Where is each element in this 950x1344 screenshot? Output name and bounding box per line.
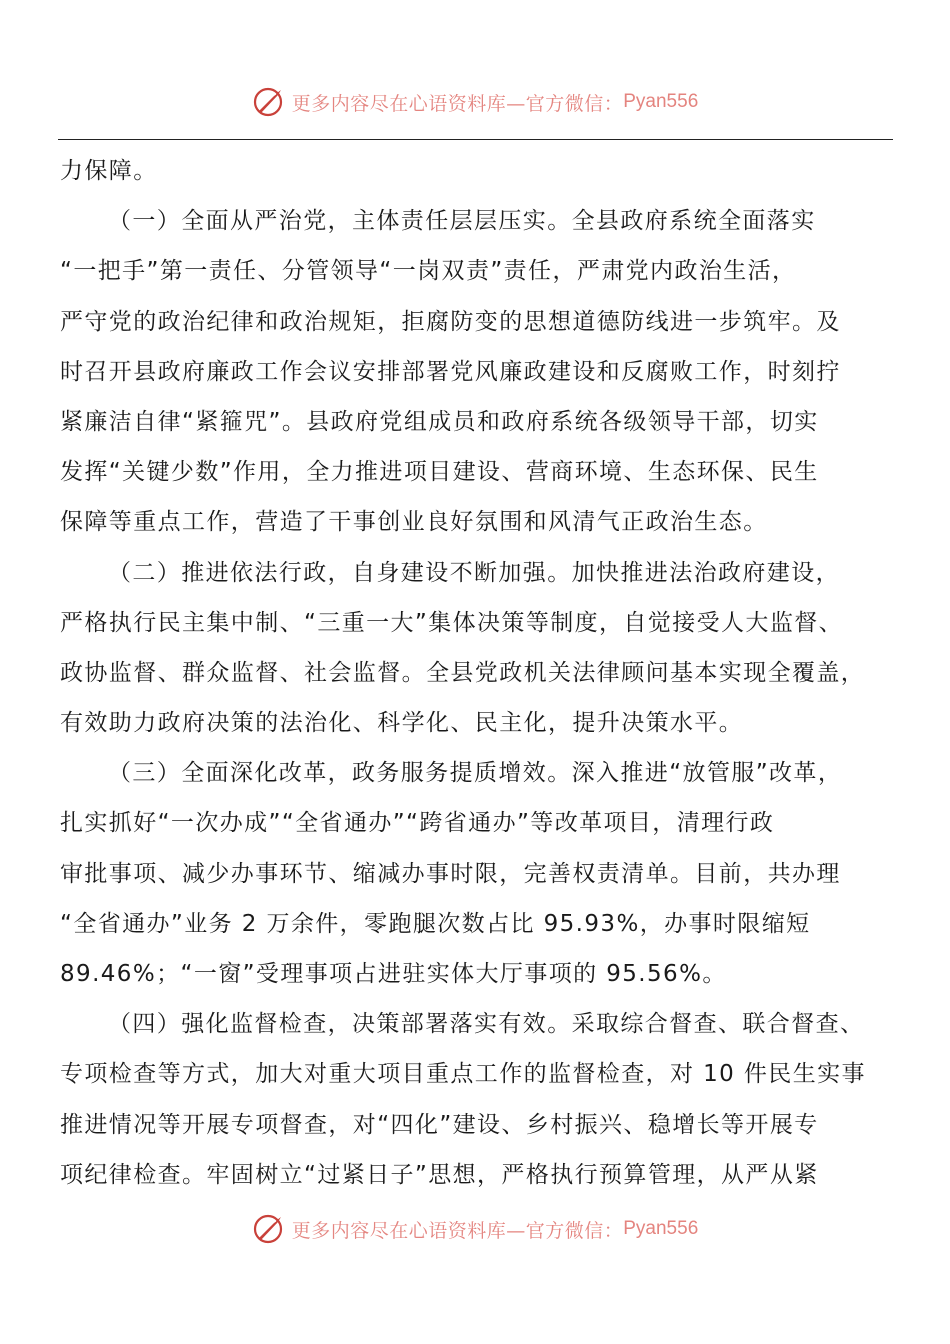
text-line: “一把手”第一责任、分管领导“一岗双责”责任，严肃党内政治生活， [60, 258, 797, 285]
text-line: 审批事项、减少办事环节、缩减办事时限，完善权责清单。目前，共办理 [60, 860, 841, 887]
wechat-id: Pyan556 [623, 91, 699, 112]
text-line: 发挥“关键少数”作用，全力推进项目建设、营商环境、生态环保、民生 [60, 459, 819, 486]
section-heading-line: （二）推进依法行政，自身建设不断加强。加快推进法治政府建设， [108, 559, 840, 586]
section-heading-line: （四）强化监督检查，决策部署落实有效。采取综合督查、联合督查、 [108, 1011, 865, 1038]
text-line: 政协监督、群众监督、社会监督。全县党政机关法律顾问基本实现全覆盖， [60, 659, 866, 686]
text-line: 保障等重点工作，营造了干事创业良好氛围和风清气正政治生态。 [60, 509, 768, 536]
banner-text: 更多内容尽在心语资料库—官方微信： [291, 1219, 624, 1242]
text-line: 紧廉洁自律“紧箍咒”。县政府党组成员和政府系统各级领导干部，切实 [60, 408, 819, 435]
text-line: 时召开县政府廉政工作会议安排部署党风廉政建设和反腐败工作，时刻拧 [60, 358, 841, 385]
document-body [60, 146, 895, 1200]
header-divider [58, 139, 893, 140]
text-line: 严格执行民主集中制、“三重一大”集体决策等制度，自觉接受人大监督、 [60, 609, 844, 636]
section-heading-line: （一）全面从严治党，主体责任层层压实。全县政府系统全面落实 [108, 208, 816, 235]
text-line: “全省通办”业务 2 万余件，零跑腿次数占比 95.93%，办事时限缩短 [60, 910, 811, 937]
wechat-id: Pyan556 [623, 1218, 699, 1239]
text-line: 有效助力政府决策的法治化、科学化、民主化，提升决策水平。 [60, 710, 744, 737]
header-banner [0, 82, 950, 122]
text-line: 严守党的政治纪律和政治规矩，拒腐防变的思想道德防线进一步筑牢。及 [60, 308, 841, 335]
footer-banner [0, 1209, 950, 1249]
text-line: 推进情况等开展专项督查，对“四化”建设、乡村振兴、稳增长等开展专 [60, 1111, 819, 1138]
quill-circle-icon [252, 1212, 286, 1246]
text-line: 扎实抓好“一次办成”“全省通办”“跨省通办”等改革项目，清理行政 [60, 810, 775, 837]
text-line: 89.46%；“一窗”受理事项占进驻实体大厅事项的 95.56%。 [60, 961, 727, 987]
text-line: 专项检查等方式，加大对重大项目重点工作的监督检查，对 10 件民生实事 [60, 1061, 866, 1088]
text-line: 项纪律检查。牢固树立“过紧日子”思想，严格执行预算管理，从严从紧 [60, 1161, 819, 1188]
quill-circle-icon [252, 85, 286, 119]
section-heading-line: （三）全面深化改革，政务服务提质增效。深入推进“放管服”改革， [108, 760, 843, 787]
banner-text: 更多内容尽在心语资料库—官方微信： [291, 92, 624, 115]
text-line: 力保障。 [60, 158, 158, 184]
